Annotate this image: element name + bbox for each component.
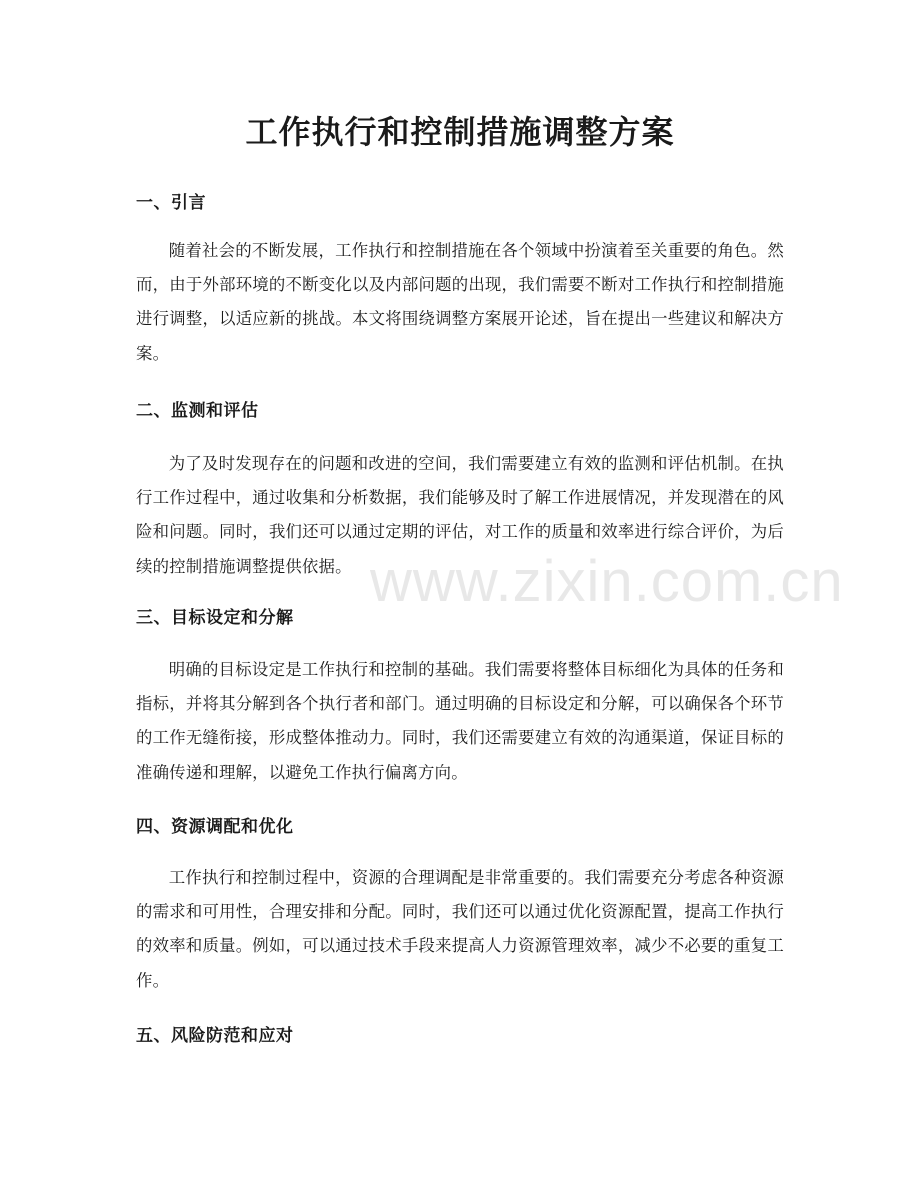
section-paragraph-resources: 工作执行和控制过程中，资源的合理调配是非常重要的。我们需要充分考虑各种资源的需求和可用性，合理安排和分配。同时，我们还可以通过优化资源配置，提高工作执行的效率和质量。例如，可以通过技术手段来提高人力资源管理效率，减少不必要的重复工作。	[136, 868, 784, 990]
document-title: 工作执行和控制措施调整方案	[245, 113, 675, 151]
section-heading-risk: 五、风险防范和应对	[136, 1026, 294, 1046]
section-paragraph-goal-setting: 明确的目标设定是工作执行和控制的基础。我们需要将整体目标细化为具体的任务和指标，并将其分解到各个执行者和部门。通过明确的目标设定和分解，可以确保各个环节的工作无缝衔接，形成整体推动力。同时，我们还需要建立有效的沟通渠道，保证目标的准确传递和理解，以避免工作执行偏离方向。	[136, 660, 784, 782]
section-heading-introduction: 一、引言	[136, 193, 206, 213]
section-paragraph-introduction: 随着社会的不断发展，工作执行和控制措施在各个领域中扮演着至关重要的角色。然而，由于外部环境的不断变化以及内部问题的出现，我们需要不断对工作执行和控制措施进行调整，以适应新的挑战。本文将围绕调整方案展开论述，旨在提出一些建议和解决方案。	[136, 241, 784, 363]
watermark-text: www.zixin.com.cn	[370, 549, 844, 614]
section-heading-goal-setting: 三、目标设定和分解	[136, 608, 294, 628]
section-paragraph-monitoring: 为了及时发现存在的问题和改进的空间，我们需要建立有效的监测和评估机制。在执行工作过程中，通过收集和分析数据，我们能够及时了解工作进展情况，并发现潜在的风险和问题。同时，我们还可以通过定期的评估，对工作的质量和效率进行综合评价，为后续的控制措施调整提供依据。	[136, 454, 784, 576]
section-heading-monitoring: 二、监测和评估	[136, 401, 259, 421]
section-heading-resources: 四、资源调配和优化	[136, 817, 294, 837]
